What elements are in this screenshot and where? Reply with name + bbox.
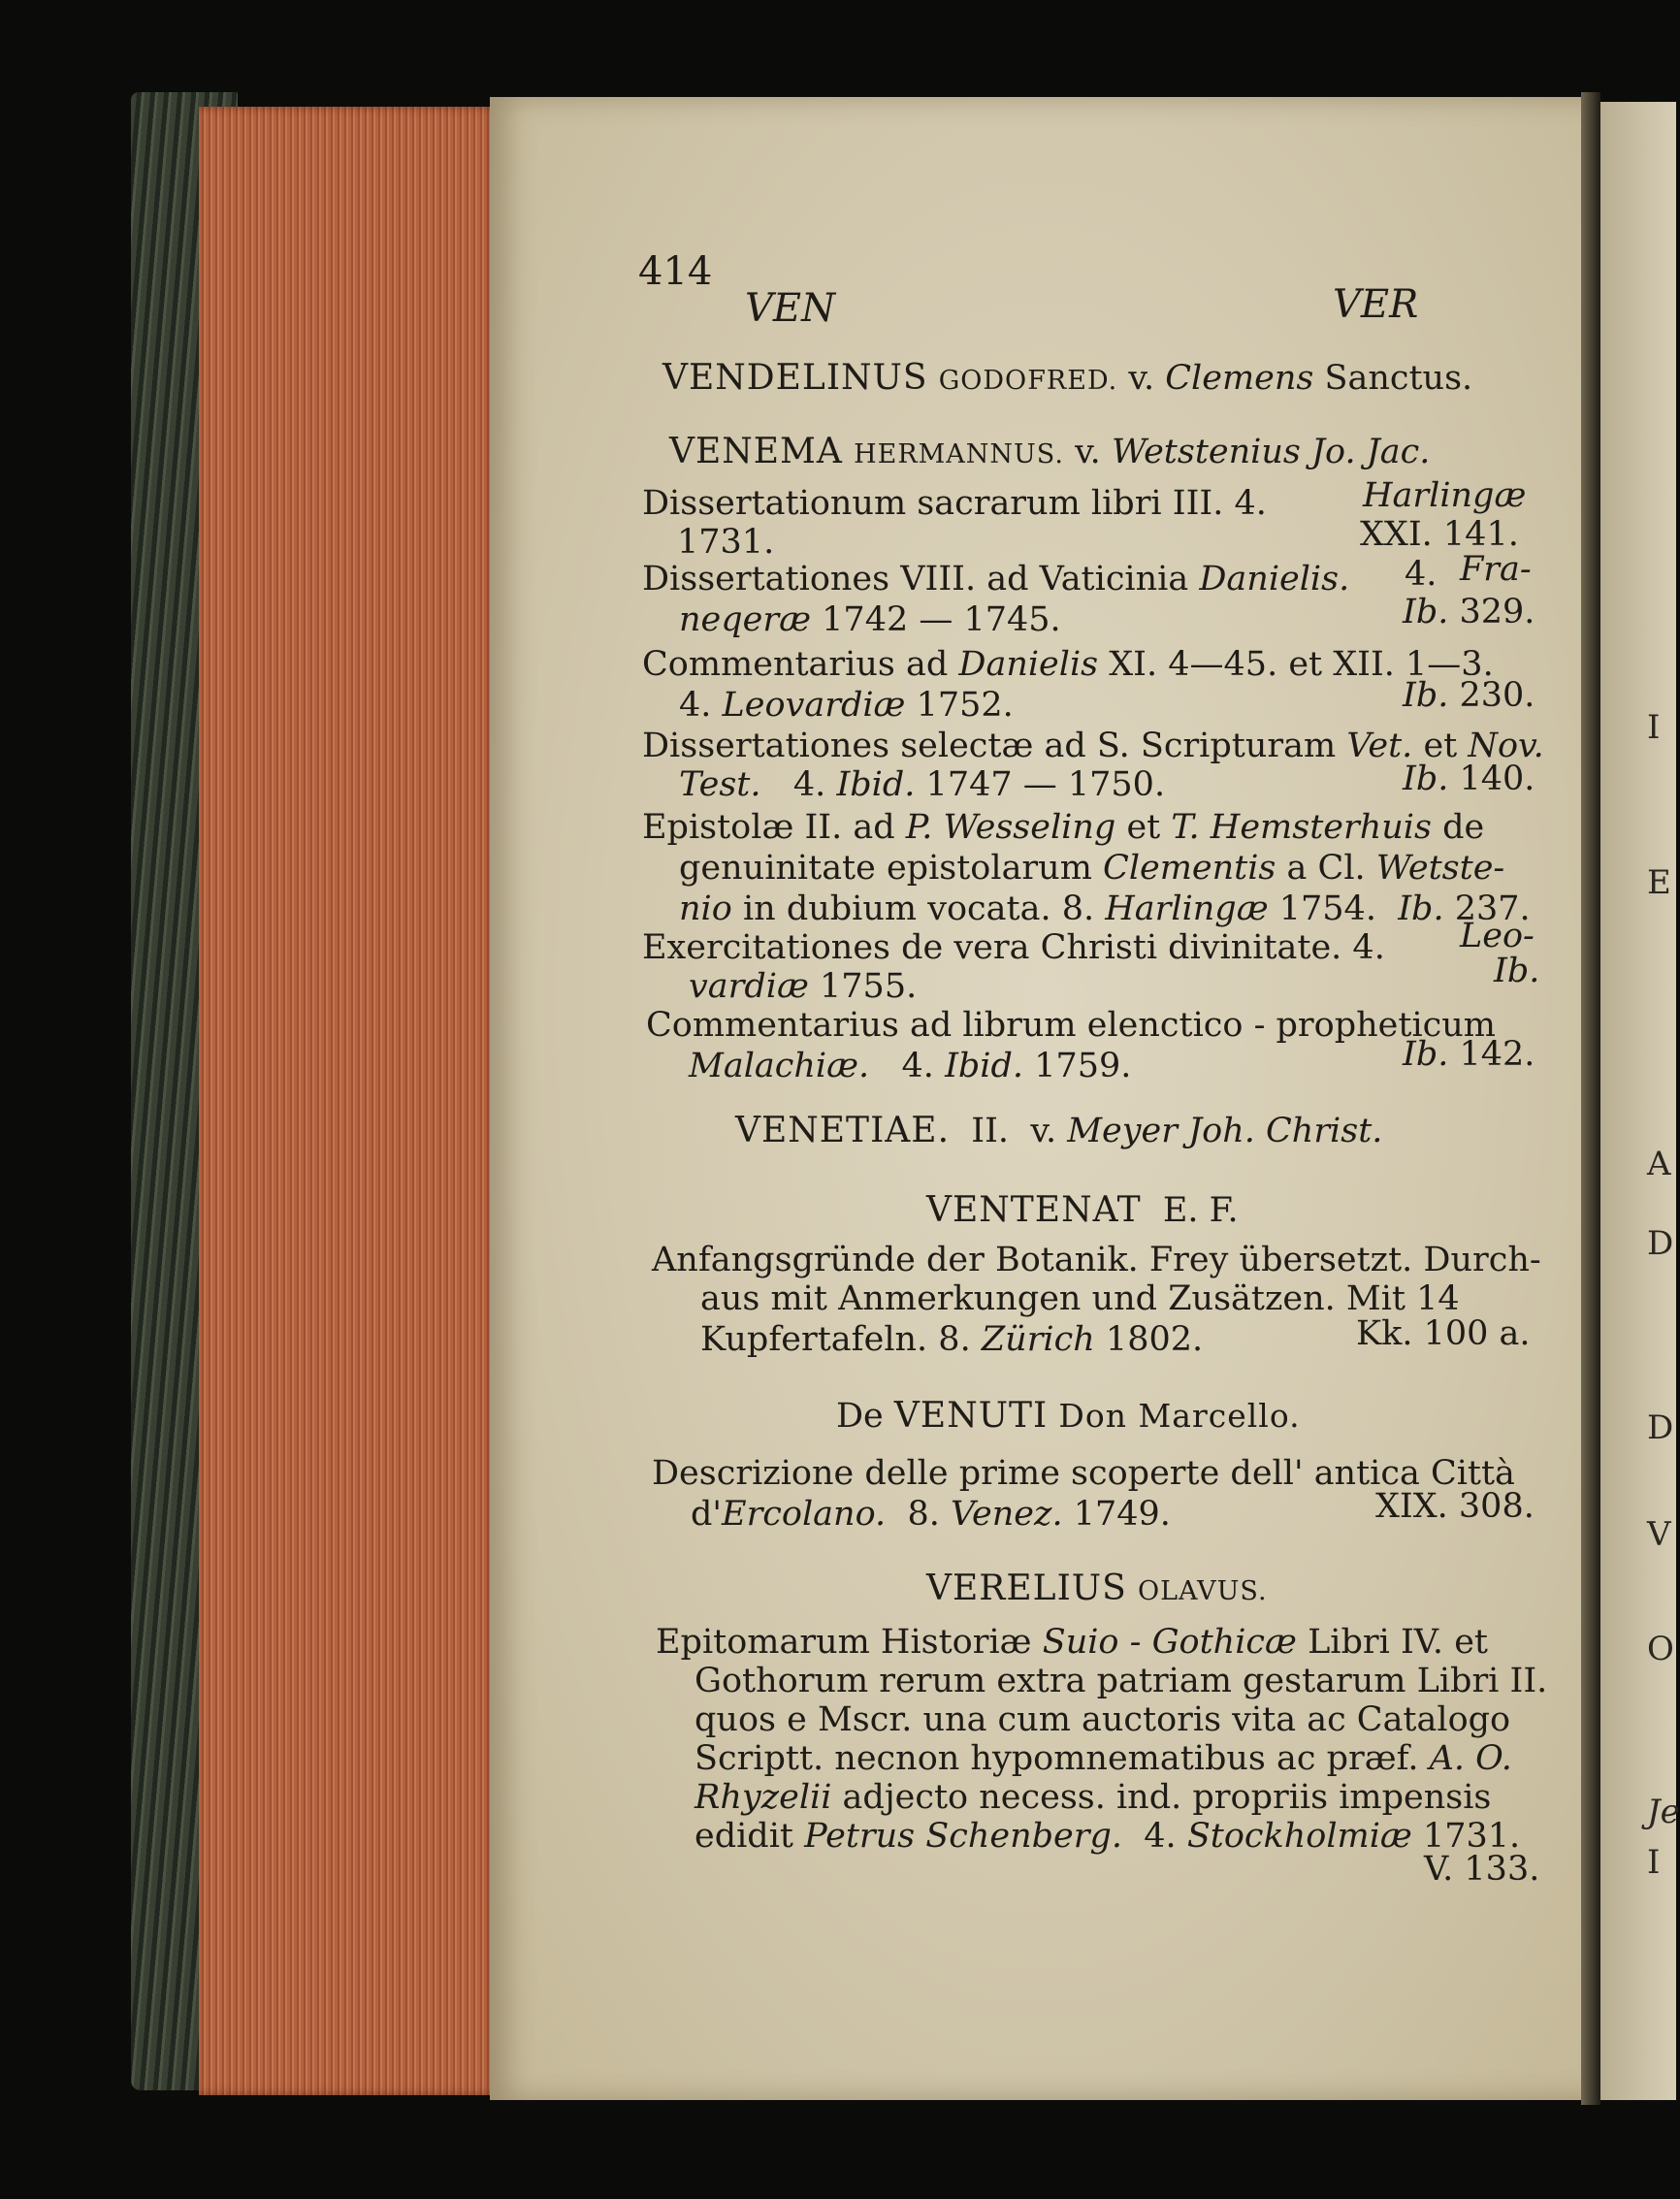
venema-work-4-ref: Ib. 140. xyxy=(1403,760,1535,798)
venema-work-1-ref: XXI. 141. xyxy=(1360,515,1519,554)
venema-work-6-line-1: Exercitationes de vera Christi divinitate. 4. xyxy=(642,928,1385,967)
verelius-work-1-line-3: quos e Mscr. una cum auctoris vita ac Catalogo xyxy=(695,1700,1511,1739)
running-head-right: VER xyxy=(1333,282,1419,327)
next-page-char: I xyxy=(1647,708,1661,747)
book-gutter xyxy=(1581,92,1600,2105)
venema-work-5-line-2: genuinitate epistolarum Clementis a Cl. Wetste- xyxy=(679,849,1505,888)
verelius-work-1-line-4: Scriptt. necnon hypomnematibus ac præf. A. O. xyxy=(695,1739,1512,1778)
next-page-char: D xyxy=(1647,1408,1674,1447)
venuti-work-1-ref: XIX. 308. xyxy=(1375,1487,1535,1526)
verelius-work-1-ref: V. 133. xyxy=(1424,1850,1540,1889)
running-head-left: VEN xyxy=(745,286,836,331)
venema-work-7-line-2: Malachiæ. 4. Ibid. 1759. xyxy=(689,1047,1132,1085)
entry-verelius-heading: VERELIUS OLAVUS. xyxy=(926,1568,1268,1608)
venema-work-4-line-2: Test. 4. Ibid. 1747 — 1750. xyxy=(679,765,1166,804)
venema-work-2-ref: Ib. 329. xyxy=(1403,593,1535,631)
verelius-work-1-line-1: Epitomarum Historiæ Suio - Gothicæ Libri IV. et xyxy=(656,1623,1488,1662)
venema-work-3-line-1: Commentarius ad Danielis XI. 4—45. et XII. 1—3. xyxy=(642,645,1494,684)
venema-work-2-place-a: Fra- xyxy=(1460,550,1532,589)
next-page-char: I xyxy=(1647,1843,1661,1882)
page-number: 414 xyxy=(638,249,713,294)
venuti-work-1-line-2: d'Ercolano. 8. Venez. 1749. xyxy=(691,1495,1171,1534)
next-page-char: V xyxy=(1647,1515,1671,1554)
venema-work-6-ref: Ib. xyxy=(1494,952,1540,990)
venema-work-7-ref: Ib. 142. xyxy=(1403,1035,1535,1074)
ventenat-work-1-line-3: Kupfertafeln. 8. Zürich 1802. xyxy=(700,1320,1204,1359)
venema-work-6-line-2: vardiæ 1755. xyxy=(689,967,918,1006)
venuti-work-1-line-1: Descrizione delle prime scoperte dell' antica Città xyxy=(652,1454,1515,1493)
venema-work-2-line-1: Dissertationes VIII. ad Vaticinia Danielis. xyxy=(642,560,1350,598)
entry-venema-heading: VENEMA HERMANNUS. v. Wetstenius Jo. Jac. xyxy=(669,432,1431,471)
page-block-edge xyxy=(199,107,500,2095)
ventenat-work-1-line-2: aus mit Anmerkungen und Zusätzen. Mit 14 xyxy=(700,1279,1460,1318)
ventenat-work-1-ref: Kk. 100 a. xyxy=(1356,1314,1531,1353)
ventenat-work-1-line-1: Anfangsgründe der Botanik. Frey übersetzt. Durch- xyxy=(652,1241,1541,1279)
verelius-work-1-line-2: Gothorum rerum extra patriam gestarum Libri II. xyxy=(695,1662,1548,1700)
entry-vendelinus-heading: VENDELINUS GODOFRED. v. Clemens Sanctus. xyxy=(662,358,1473,398)
venema-work-1-line-1: Dissertationum sacrarum libri III. 4. xyxy=(642,484,1267,523)
entry-ventenat-heading: VENTENAT E. F. xyxy=(926,1190,1239,1230)
venema-work-2-line-2: neqeræ 1742 — 1745. xyxy=(679,600,1061,639)
venema-work-5-line-1: Epistolæ II. ad P. Wesseling et T. Hemsterhuis de xyxy=(642,808,1485,847)
venema-work-1-year: 1731. xyxy=(677,523,775,562)
verelius-work-1-line-6: edidit Petrus Schenberg. 4. Stockholmiæ 1731. xyxy=(695,1817,1521,1856)
venema-work-2-format: 4. xyxy=(1405,555,1438,594)
venema-work-3-ref: Ib. 230. xyxy=(1403,676,1535,715)
next-page-char: O xyxy=(1647,1630,1674,1668)
venema-work-1-place: Harlingæ xyxy=(1363,476,1527,515)
venema-work-4-line-1: Dissertationes selectæ ad S. Scripturam Vet. et Nov. xyxy=(642,727,1544,765)
entry-venetiae-heading: VENETIAE. II. v. Meyer Joh. Christ. xyxy=(735,1111,1383,1150)
next-page-char: A xyxy=(1647,1145,1671,1183)
venema-work-3-line-2: 4. Leovardiæ 1752. xyxy=(679,686,1014,725)
venema-work-5-line-3: nio in dubium vocata. 8. Harlingæ 1754. Ib. 237. xyxy=(679,889,1531,928)
next-page-char: Je xyxy=(1647,1793,1680,1831)
entry-venuti-heading: De VENUTI Don Marcello. xyxy=(836,1396,1301,1436)
venema-work-6-place-a: Leo- xyxy=(1460,917,1535,955)
verelius-work-1-line-5: Rhyzelii adjecto necess. ind. propriis impensis xyxy=(695,1778,1492,1817)
next-page-char: E xyxy=(1647,863,1671,902)
venema-work-7-line-1: Commentarius ad librum elenctico - propheticum xyxy=(646,1006,1496,1045)
next-page-char: D xyxy=(1647,1224,1674,1263)
